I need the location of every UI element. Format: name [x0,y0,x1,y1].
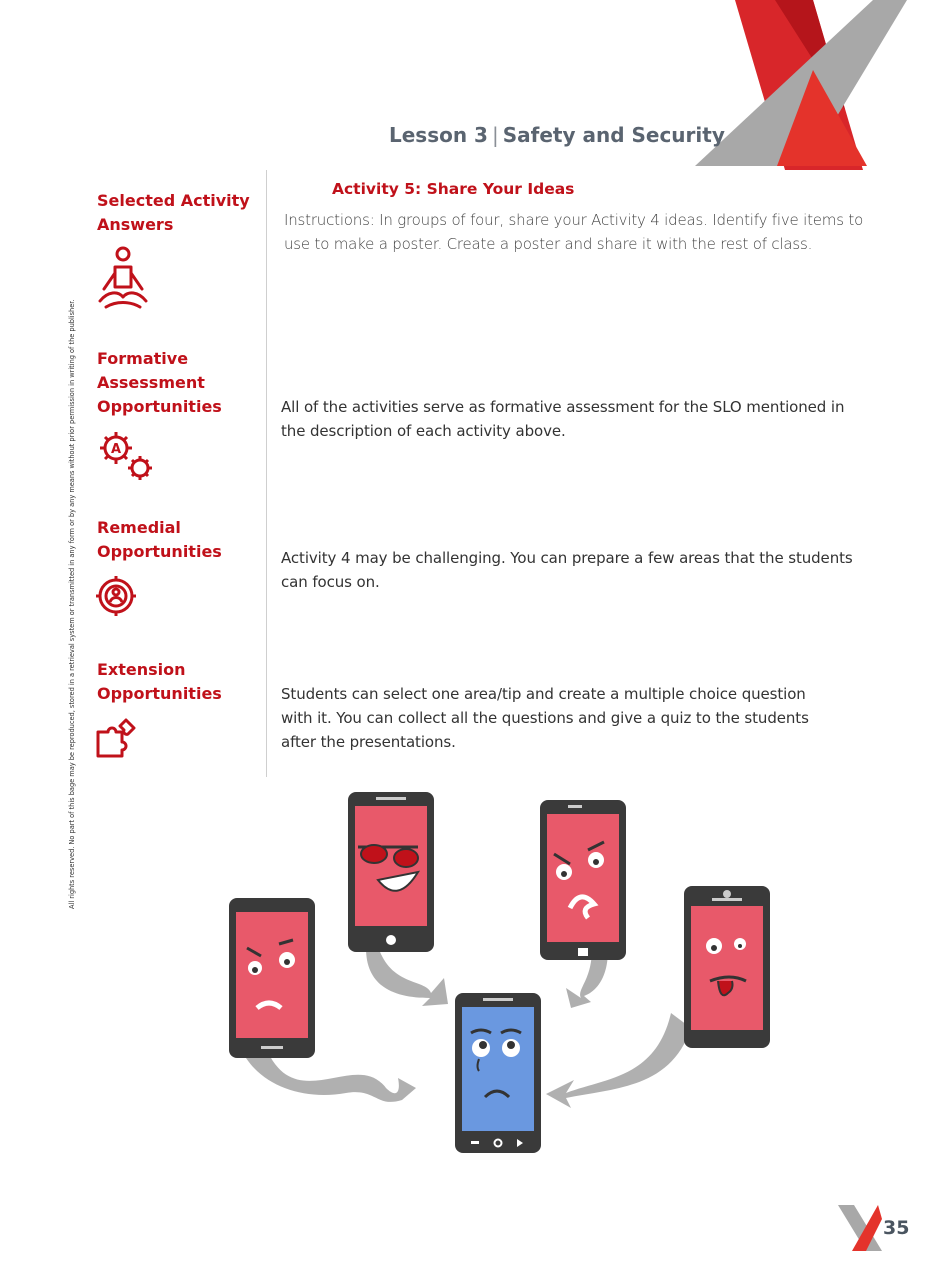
activity-instructions: Instructions: In groups of four, share your Activity 4 ideas. Identify five items to use to make a poster. Create a poster and share it with the rest of class. [284,211,864,253]
gears-icon [96,430,156,486]
lesson-title [389,123,725,147]
extension-text: Students can select one area/tip and create a multiple choice question with it. You can collect all the questions and give a quiz to the students after the presentations. [281,685,809,751]
copyright-note: All rights reserved. No part of this bage may be reproduced, stored in a retrieval system or transmitted in any form or by any means without prior permission in writing of the publisher. [68,299,76,909]
formative-text: All of the activities serve as formative assessment for the SLO mentioned in the description of each activity above. [281,398,845,440]
title-separator: | [491,123,499,147]
page-brand-mark [838,1205,882,1251]
formative-heading: Formative Assessment Opportunities [97,349,222,416]
remedial-text: Activity 4 may be challenging. You can prepare a few areas that the students can focus on. [281,549,853,591]
svg-text:A: A [111,442,122,457]
lesson-topic: Safety and Security [502,123,725,147]
meditating-person-icon [96,245,148,313]
extension-heading: Extension Opportunities [97,660,222,703]
activity-title: Activity 5: Share Your Ideas [332,180,575,198]
corner-brand-graphic [695,0,945,170]
answers-heading: Selected Activity Answers [97,191,250,234]
page-number: 35 [883,1217,910,1239]
remedial-heading: Remedial Opportunities [97,518,222,561]
column-divider [266,170,267,777]
lesson-number: Lesson 3 [389,123,488,147]
target-person-icon [96,576,136,616]
angry-phones-illustration [226,788,776,1158]
puzzle-icon [96,718,136,758]
